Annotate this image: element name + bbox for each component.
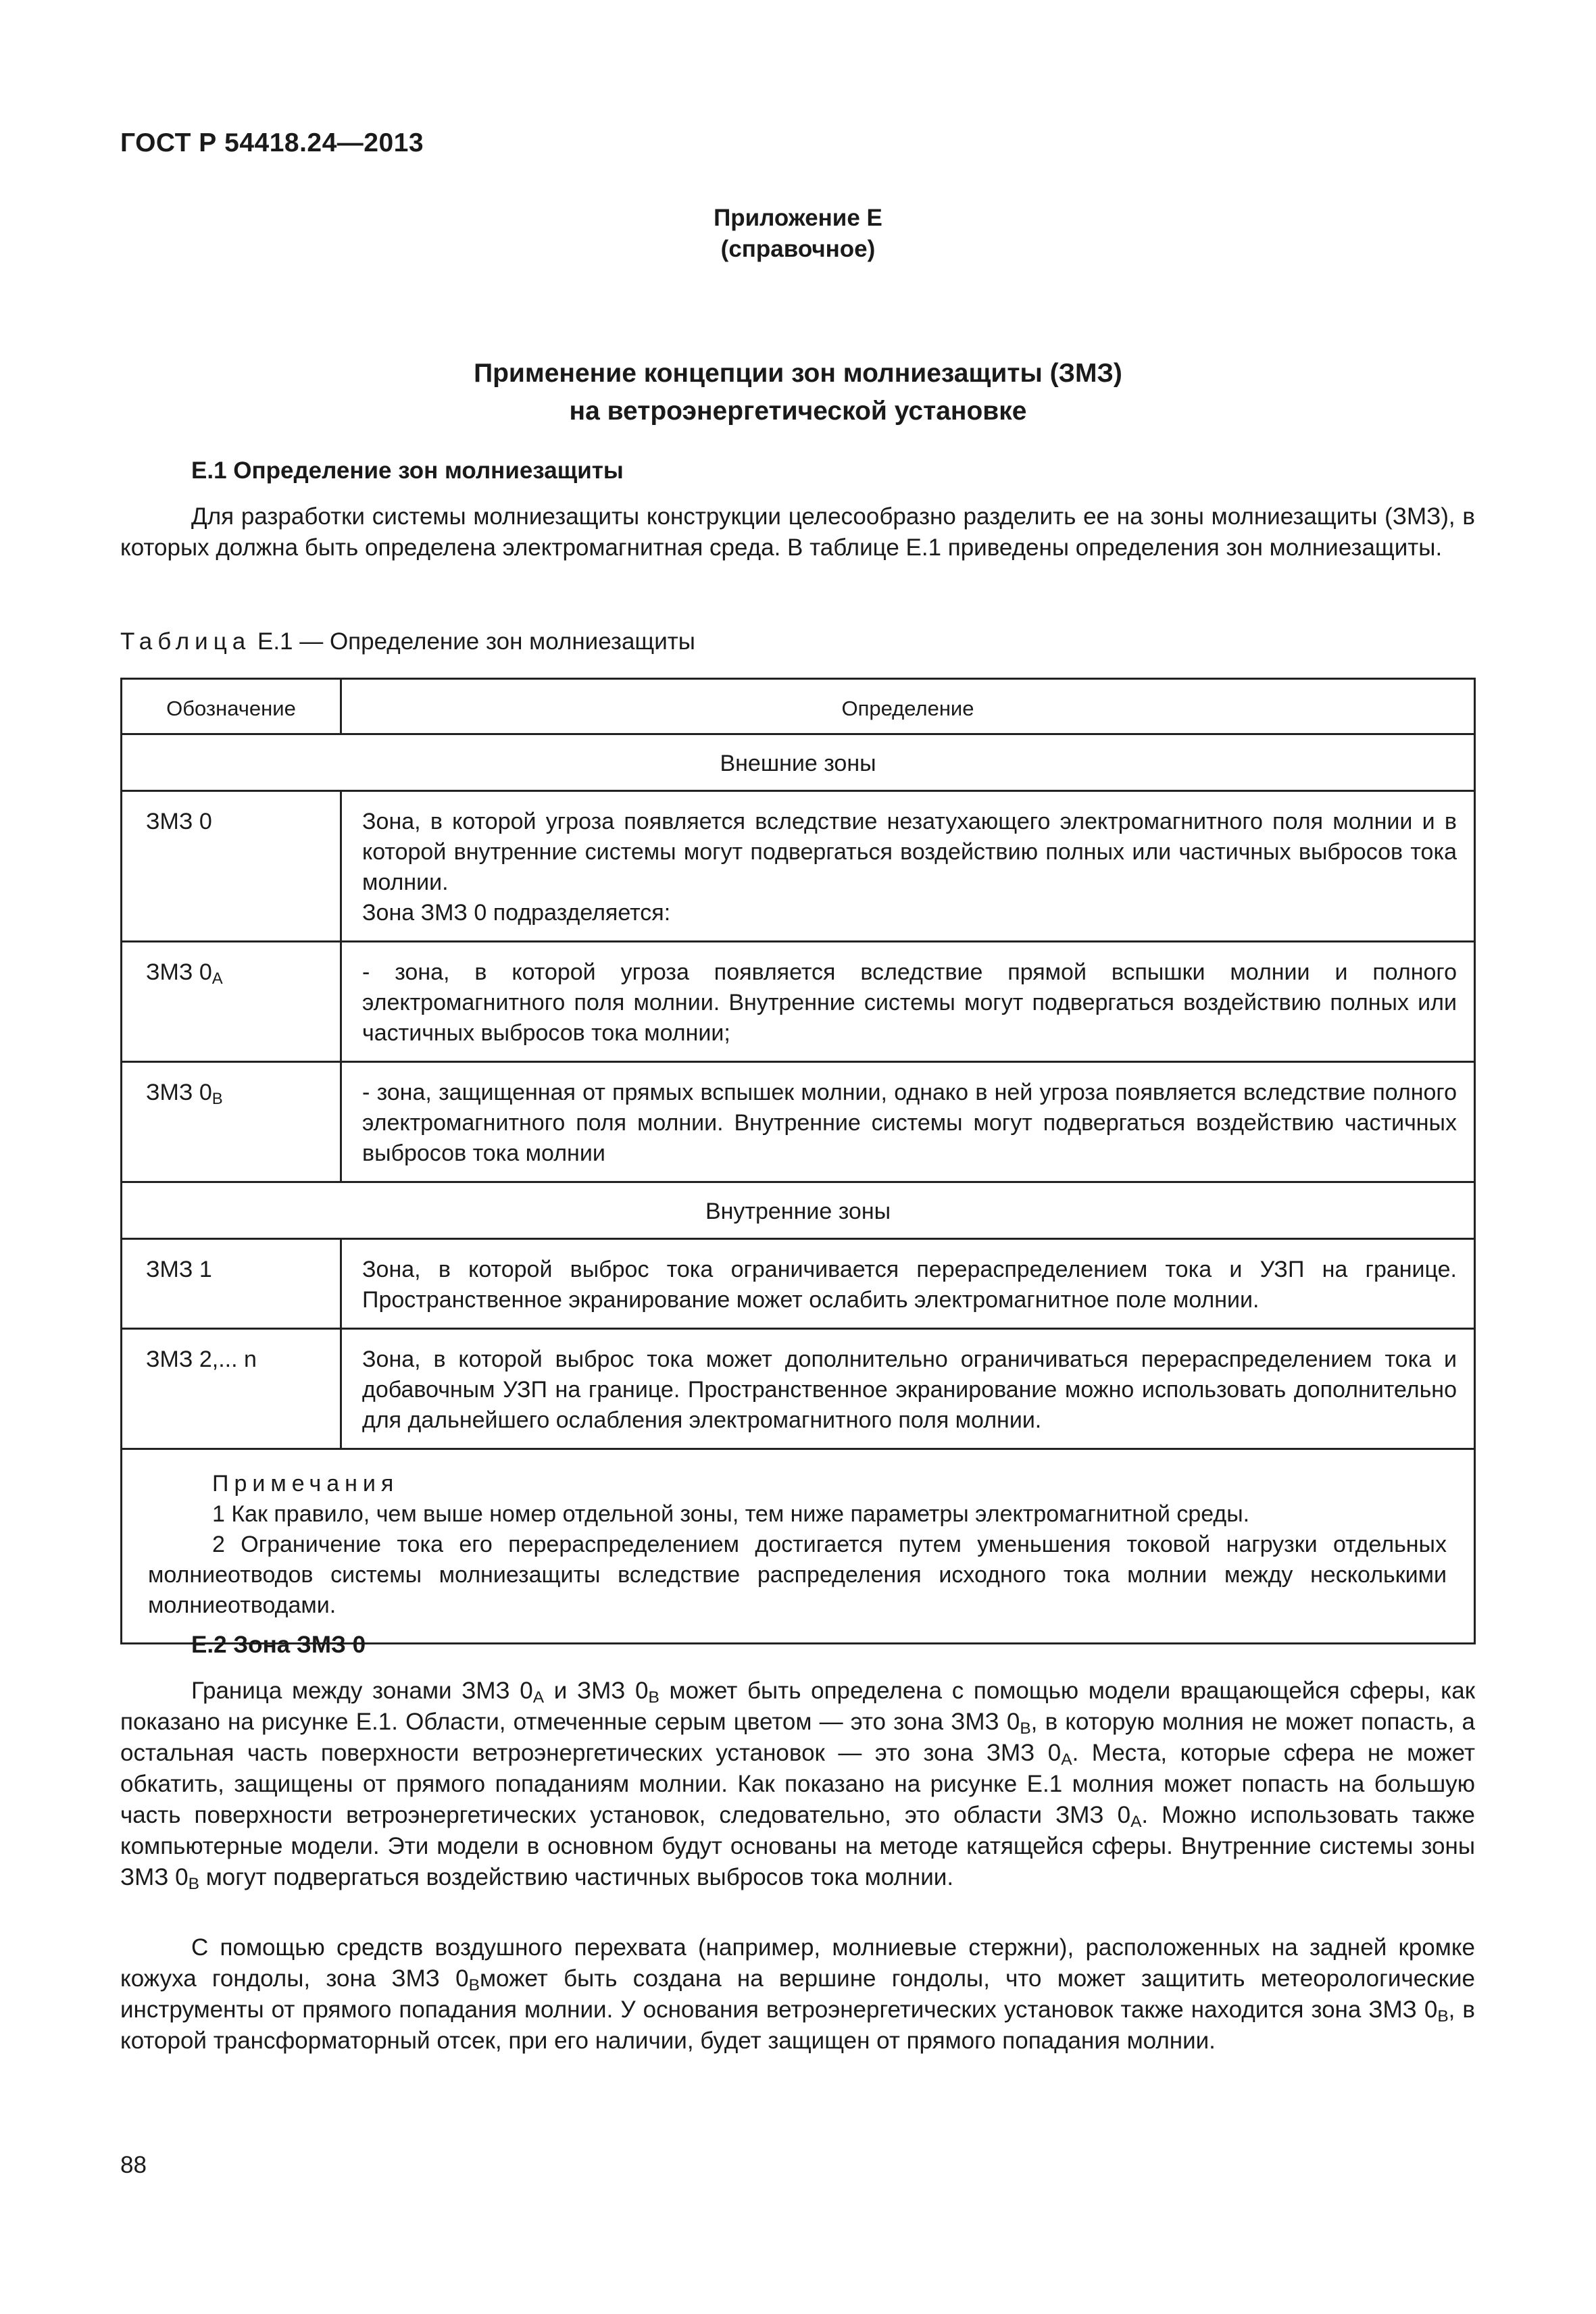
zone-code: ЗМЗ 1 bbox=[122, 1239, 341, 1329]
table-header-row bbox=[122, 679, 1475, 734]
annex-title-line2: на ветроэнергетической установке bbox=[569, 397, 1027, 426]
table-notes bbox=[122, 1449, 1475, 1644]
zone-definition: Зона, в которой выброс тока ограничивается перераспределением тока и УЗП на границе. Пространственное экранирование может ослабить электромагнитное поле молнии. bbox=[341, 1239, 1475, 1329]
section-e1-heading: Е.1 Определение зон молниезащиты bbox=[191, 457, 624, 484]
zone-definition-subdivision: Зона ЗМЗ 0 подразделяется: bbox=[362, 900, 671, 926]
table-row bbox=[122, 1239, 1475, 1329]
text-run: , в которой трансформаторный отсек, при его наличии, будет защищен от прямого попадания молнии. bbox=[120, 1996, 1475, 2054]
zone-code: ЗМЗ 2,... n bbox=[122, 1329, 341, 1449]
zone-definition: - зона, в которой угроза появляется вследствие прямой вспышки молнии и полного электромагнитного поля молнии. Внутренние системы могут подвергаться воздействию полных или частичных выбросов тока молнии; bbox=[341, 942, 1475, 1062]
zones-table bbox=[120, 678, 1476, 1644]
subscript: B bbox=[468, 1976, 480, 1995]
zone-definition bbox=[341, 791, 1475, 942]
table-caption-text: Е.1 — Определение зон молниезащиты bbox=[257, 628, 695, 655]
annex-title bbox=[0, 355, 1596, 430]
table-notes-row bbox=[122, 1449, 1475, 1644]
subscript: B bbox=[1020, 1719, 1031, 1738]
column-header-definition: Определение bbox=[341, 679, 1475, 734]
table-row bbox=[122, 1062, 1475, 1182]
annex-title-line1: Применение концепции зон молниезащиты (ЗМЗ) bbox=[474, 359, 1122, 388]
group-internal-zones: Внутренние зоны bbox=[122, 1182, 1475, 1239]
subscript: B bbox=[648, 1688, 659, 1707]
annex-label: Приложение Е bbox=[714, 205, 882, 231]
subscript: A bbox=[1061, 1751, 1072, 1769]
zone-code-main: ЗМЗ 0 bbox=[146, 1080, 212, 1105]
zone-code-subscript: A bbox=[211, 969, 223, 988]
text-run: С помощью средств воздушного перехвата (например, молниевые стержни), расположенных на задней кромке кожуха гондолы, зона ЗМЗ 0 bbox=[120, 1934, 1475, 1992]
note-1: 1 Как правило, чем выше номер отдельной зоны, тем ниже параметры электромагнитной среды. bbox=[212, 1501, 1250, 1527]
table-caption bbox=[120, 628, 695, 655]
zone-definition-text: Зона, в которой угроза появляется вследствие незатухающего электромагнитного поля молнии и в которой внутренние системы могут подвергаться воздействию полных или частичных выбросов тока молнии. bbox=[362, 809, 1457, 895]
table-row bbox=[122, 942, 1475, 1062]
section-e1-paragraph: Для разработки системы молниезащиты конструкции целесообразно разделить ее на зоны молниезащиты (ЗМЗ), в которых должна быть определена электромагнитная среда. В таблице Е.1 приведены определения зон молниезащиты. bbox=[120, 503, 1475, 561]
text-run: могут подвергаться воздействию частичных выбросов тока молнии. bbox=[199, 1864, 954, 1890]
zone-code-subscript: B bbox=[211, 1089, 223, 1108]
annex-heading bbox=[0, 203, 1596, 265]
text-run: . Можно использовать также компьютерные модели. Эти модели в основном будут основаны на методе катящейся сферы. Внутренние системы зоны ЗМЗ 0 bbox=[120, 1802, 1476, 1890]
text-run: , в которую молния не может попасть, а остальная часть поверхности ветроэнергетических установок — это зона ЗМЗ 0 bbox=[120, 1709, 1475, 1766]
table-group-row bbox=[122, 1182, 1475, 1239]
zone-code bbox=[122, 1062, 341, 1182]
document-header: ГОСТ Р 54418.24—2013 bbox=[120, 128, 424, 157]
column-header-code: Обозначение bbox=[122, 679, 341, 734]
notes-title: Примечания bbox=[212, 1471, 399, 1496]
section-e2-heading: Е.2 Зона ЗМЗ 0 bbox=[191, 1632, 366, 1658]
subscript: A bbox=[532, 1688, 545, 1707]
section-e2-paragraph-1 bbox=[120, 1676, 1475, 1893]
table-caption-word: Таблица bbox=[120, 628, 251, 655]
subscript: A bbox=[1130, 1813, 1142, 1832]
text-run: может быть определена с помощью модели вращающейся сферы, как показано на рисунке Е.1. Области, отмеченные серым цветом — это зона ЗМЗ 0 bbox=[120, 1678, 1476, 1735]
annex-status: (справочное) bbox=[720, 236, 876, 262]
text-run: может быть создана на вершине гондолы, что может защитить метеорологические инструменты от прямого попадания молнии. У основания ветроэнергетических установок также находится зона ЗМЗ 0 bbox=[120, 1965, 1475, 2023]
zone-definition: Зона, в которой выброс тока может дополнительно ограничиваться перераспределением тока и добавочным УЗП на границе. Пространственное экранирование можно использовать дополнительно для дальнейшего ослабления электромагнитного поля молнии. bbox=[341, 1329, 1475, 1449]
table-group-row bbox=[122, 734, 1475, 791]
text-run: Граница между зонами ЗМЗ 0 bbox=[191, 1678, 533, 1704]
zone-code-main: ЗМЗ 0 bbox=[146, 959, 212, 985]
subscript: B bbox=[1437, 2007, 1449, 2026]
subscript: B bbox=[188, 1875, 199, 1894]
zone-definition: - зона, защищенная от прямых вспышек молнии, однако в ней угроза появляется вследствие полного электромагнитного поля молнии. Внутренние системы могут подвергаться воздействию частичных выбросов тока молнии bbox=[341, 1062, 1475, 1182]
text-run: и ЗМЗ 0 bbox=[544, 1678, 649, 1704]
zone-code: ЗМЗ 0 bbox=[122, 791, 341, 942]
table-row bbox=[122, 1329, 1475, 1449]
table-row bbox=[122, 791, 1475, 942]
section-e2-paragraph-2 bbox=[120, 1932, 1475, 2057]
note-2: 2 Ограничение тока его перераспределением достигается путем уменьшения токовой нагрузки отдельных молниеотводов системы молниезащиты вследствие распределения исходного тока молнии между несколькими молниеотводами. bbox=[148, 1532, 1447, 1618]
text-run: . Места, которые сфера не может обкатить, защищены от прямого попаданиям молнии. Как показано на рисунке Е.1 молния может попасть на большую часть поверхности ветроэнергетических установок, следовательно, это области ЗМЗ 0 bbox=[120, 1740, 1475, 1828]
group-external-zones: Внешние зоны bbox=[122, 734, 1475, 791]
zone-code bbox=[122, 942, 341, 1062]
page-number: 88 bbox=[120, 2152, 147, 2178]
